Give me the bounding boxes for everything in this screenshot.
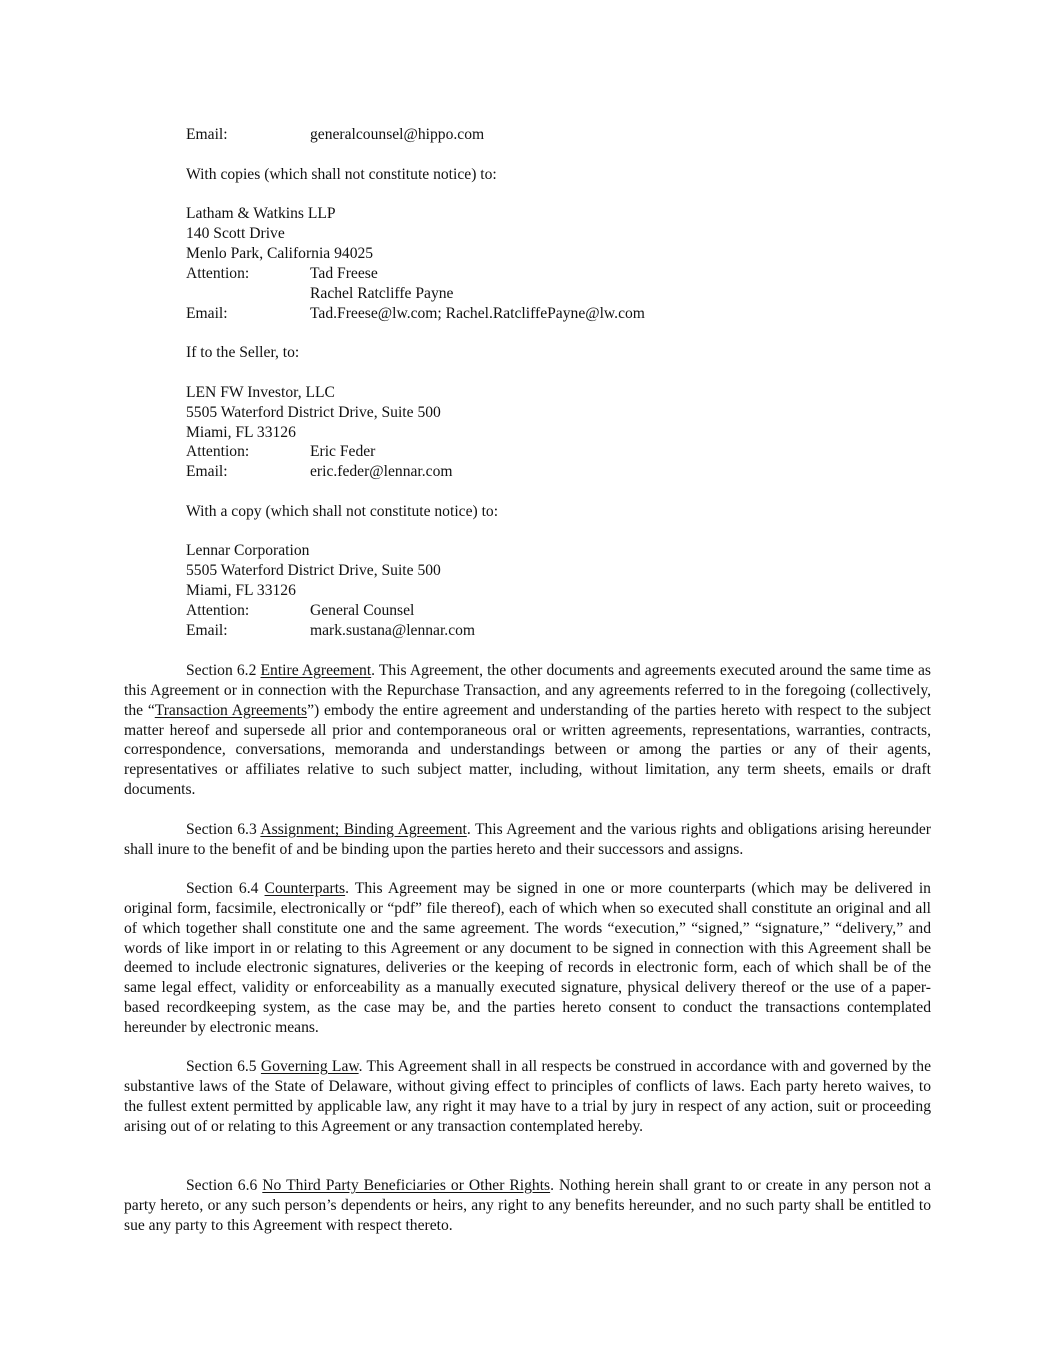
buyer-copy-intro: With copies (which shall not constitute notice) to: (186, 166, 497, 183)
section-6-3-text: . This Agreement and the various rights and obligations arising hereunder shall inure to the benefit of and be binding upon the parties hereto and their successors and assigns. (124, 821, 931, 858)
section-6-3-title: Assignment; Binding Agreement (260, 821, 467, 838)
section-6-4 (124, 879, 931, 1038)
section-6-3-number: Section 6.3 (186, 821, 257, 838)
section-6-2-text-a: . This Agreement, the other documents and agreements executed around the same time as this Agreement or in connection with the Repurchase Transaction, and any agreements referred to in the foregoing (collectively, the “ (124, 662, 931, 719)
buyer-counsel-attention-2: Rachel Ratcliffe Payne (310, 285, 454, 302)
section-6-6-text: . Nothing herein shall grant to or create in any person not a party hereto, or any such person’s dependents or heirs, any right to any benefits hereunder, and no such party shall be entitled to sue any party to this Agreement with respect thereto. (124, 1177, 931, 1234)
section-6-2-title: Entire Agreement (260, 662, 372, 679)
buyer-counsel-address2: Menlo Park, California 94025 (186, 245, 374, 262)
section-6-2-defined-term: Transaction Agreements (154, 701, 308, 719)
seller-counsel-email-label: Email: (186, 622, 228, 639)
seller-email: eric.feder@lennar.com (310, 463, 453, 480)
seller-counsel-attention-label: Attention: (186, 602, 250, 619)
section-6-4-title: Counterparts (264, 880, 346, 897)
seller-counsel-name: Lennar Corporation (186, 542, 310, 559)
seller-intro: If to the Seller, to: (186, 344, 300, 361)
section-6-5-title: Governing Law (260, 1058, 359, 1075)
seller-counsel-address2: Miami, FL 33126 (186, 582, 296, 599)
section-6-2 (124, 661, 931, 800)
section-6-6-number: Section 6.6 (186, 1177, 258, 1194)
buyer-email-value: generalcounsel@hippo.com (310, 126, 485, 143)
seller-attention: Eric Feder (310, 443, 376, 460)
buyer-counsel-attention-label: Attention: (186, 265, 250, 282)
section-6-6-title: No Third Party Beneficiaries or Other Rights (262, 1177, 551, 1194)
seller-email-label: Email: (186, 463, 228, 480)
seller-name: LEN FW Investor, LLC (186, 384, 335, 401)
section-6-5-number: Section 6.5 (186, 1058, 257, 1075)
seller-address2: Miami, FL 33126 (186, 424, 296, 441)
section-6-5-text: . This Agreement shall in all respects be construed in accordance with and governed by the substantive laws of the State of Delaware, without giving effect to principles of conflicts of laws. Each party hereto waives, to the fullest extent permitted by applicable law, any right it may have to a trial by jury in respect of any action, suit or proceeding arising out of or relating to this Agreement or any transaction contemplated hereby. (124, 1058, 931, 1135)
buyer-email-label: Email: (186, 126, 228, 143)
seller-counsel-email: mark.sustana@lennar.com (310, 622, 476, 639)
section-6-3 (124, 820, 931, 860)
section-6-6 (124, 1176, 931, 1236)
section-6-4-text: . This Agreement may be signed in one or more counterparts (which may be delivered in original form, facsimile, electronically or “pdf” file thereof), each of which when so executed shall constitute an original and all of which together shall constitute one and the same agreement. The words “execution,” “signed,” “signature,” “delivery,” and words of like import in or relating to this Agreement or any document to be signed in connection with this Agreement shall be deemed to include electronic signatures, deliveries or the keeping of records in electronic form, each of which shall be of the same legal effect, validity or enforceability as a manually executed signature, physical delivery thereof or the use of a paper-based recordkeeping system, as the case may be, and the parties hereto consent to conduct the transactions contemplated hereunder by electronic means. (124, 880, 931, 1036)
buyer-counsel-name: Latham & Watkins LLP (186, 205, 336, 222)
seller-address1: 5505 Waterford District Drive, Suite 500 (186, 404, 441, 421)
section-6-2-text-b: ”) embody the entire agreement and understanding of the parties hereto with respect to the subject matter hereof and supersede all prior and contemporaneous oral or written agreements, representations, warranties, contracts, correspondence, conversations, memoranda and understandings between or among the parties or any of their agents, representatives or affiliates relative to such subject matter, including, without limitation, any term sheets, emails or draft documents. (124, 701, 932, 799)
section-6-2-number: Section 6.2 (186, 662, 257, 679)
buyer-counsel-email-label: Email: (186, 305, 228, 322)
seller-counsel-attention: General Counsel (310, 602, 415, 619)
buyer-counsel-email: Tad.Freese@lw.com; Rachel.RatcliffePayne@lw.com (310, 305, 645, 322)
section-6-5 (124, 1057, 931, 1136)
seller-attention-label: Attention: (186, 443, 250, 460)
seller-copy-intro: With a copy (which shall not constitute notice) to: (186, 503, 499, 520)
buyer-counsel-address1: 140 Scott Drive (186, 225, 285, 242)
buyer-counsel-attention-1: Tad Freese (310, 265, 378, 282)
seller-counsel-address1: 5505 Waterford District Drive, Suite 500 (186, 562, 441, 579)
section-6-4-number: Section 6.4 (186, 880, 259, 897)
